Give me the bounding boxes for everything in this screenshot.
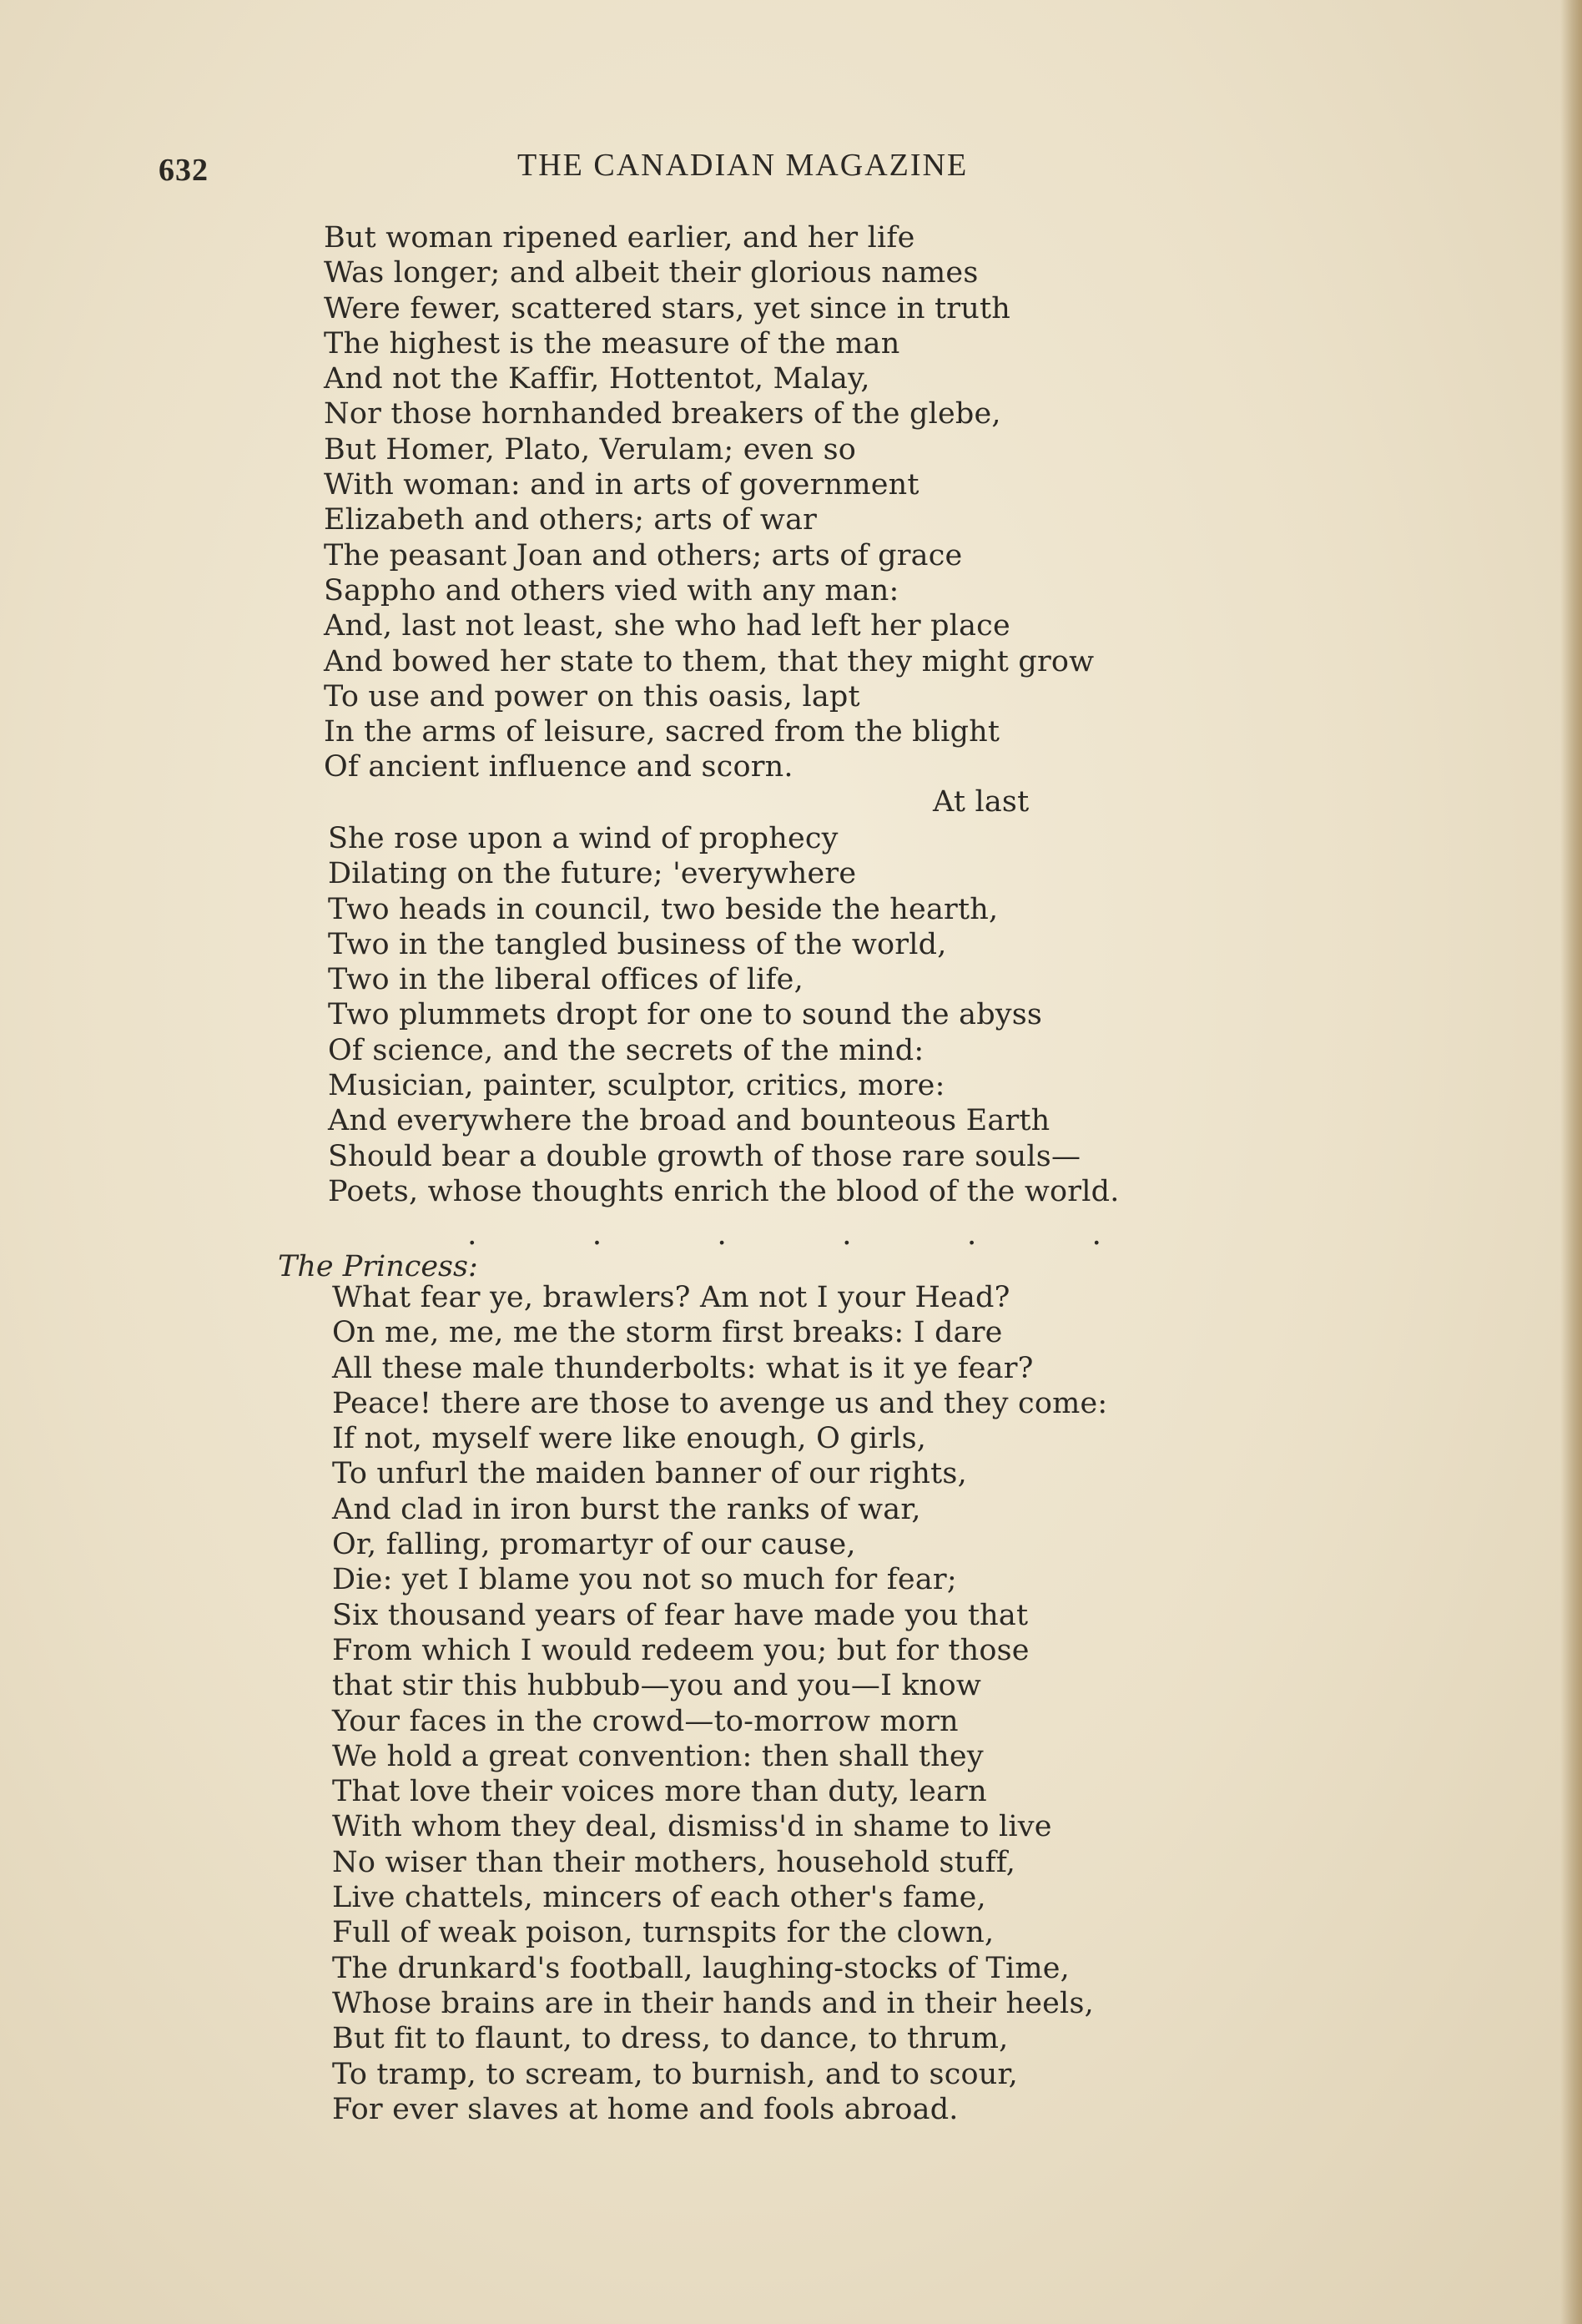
running-title: THE CANADIAN MAGAZINE xyxy=(517,148,969,183)
poem-line: On me, me, me the storm first breaks: I dare xyxy=(332,1316,1003,1350)
poem-line: And bowed her state to them, that they might grow xyxy=(324,644,1095,678)
poem-line: And not the Kaffir, Hottentot, Malay, xyxy=(324,362,870,396)
poem-line: And clad in iron burst the ranks of war, xyxy=(332,1492,921,1526)
poem-half-line xyxy=(933,784,1029,819)
poem-line: The peasant Joan and others; arts of grace xyxy=(324,538,963,572)
poem-line: Musician, painter, sculptor, critics, more: xyxy=(328,1069,945,1103)
separator-dot: . xyxy=(1091,1217,1101,1252)
poem-line: And, last not least, she who had left her place xyxy=(324,609,1010,643)
poem-line: Elizabeth and others; arts of war xyxy=(324,503,818,537)
poem-passage-two xyxy=(332,1280,1107,2127)
poem-passage-one-continued xyxy=(328,821,1120,1209)
poem-line: For ever slaves at home and fools abroad. xyxy=(332,2092,959,2126)
poem-line: To unfurl the maiden banner of our rights, xyxy=(332,1457,967,1491)
poem-line: Dilating on the future; 'everywhere xyxy=(328,857,857,891)
page-edge-shadow xyxy=(1560,0,1582,2324)
poem-line: Live chattels, mincers of each other's fame, xyxy=(332,1881,986,1915)
poem-line: With whom they deal, dismiss'd in shame to live xyxy=(332,1810,1052,1844)
poem-passage-one xyxy=(324,220,1094,785)
poem-line: In the arms of leisure, sacred from the blight xyxy=(324,715,1000,749)
section-separator xyxy=(467,1217,1101,1252)
separator-dot: . xyxy=(467,1217,477,1252)
separator-dot: . xyxy=(717,1217,727,1252)
poem-line: To tramp, to scream, to burnish, and to scour, xyxy=(332,2057,1018,2091)
poem-line: At last xyxy=(933,785,1030,819)
poem-line: But fit to flaunt, to dress, to dance, to thrum, xyxy=(332,2022,1009,2056)
poem-line: Poets, whose thoughts enrich the blood of the world. xyxy=(328,1174,1120,1208)
poem-line: No wiser than their mothers, household stuff, xyxy=(332,1845,1016,1879)
poem-line: If not, myself were like enough, O girls, xyxy=(332,1422,927,1456)
poem-line: That love their voices more than duty, learn xyxy=(332,1775,987,1809)
poem-line: Two heads in council, two beside the hearth, xyxy=(328,892,999,926)
poem-line: Was longer; and albeit their glorious names xyxy=(324,256,979,290)
poem-line: Whose brains are in their hands and in their heels, xyxy=(332,1986,1094,2020)
poem-line: Or, falling, promartyr of our cause, xyxy=(332,1528,856,1562)
poem-line: The highest is the measure of the man xyxy=(324,326,900,360)
separator-dot: . xyxy=(842,1217,852,1252)
separator-dot: . xyxy=(592,1217,602,1252)
poem-line: What fear ye, brawlers? Am not I your Head? xyxy=(332,1281,1010,1314)
poem-line: Two in the tangled business of the world, xyxy=(328,927,947,961)
poem-line: Sappho and others vied with any man: xyxy=(324,573,899,607)
poem-line: Should bear a double growth of those rare souls— xyxy=(328,1139,1081,1173)
poem-line: With woman: and in arts of government xyxy=(324,468,919,502)
poem-line: Nor those hornhanded breakers of the glebe, xyxy=(324,397,1001,431)
poem-line: She rose upon a wind of prophecy xyxy=(328,822,839,855)
poem-line: Two plummets dropt for one to sound the abyss xyxy=(328,998,1043,1032)
poem-line: But Homer, Plato, Verulam; even so xyxy=(324,432,856,466)
poem-line: The drunkard's football, laughing-stocks of Time, xyxy=(332,1951,1070,1985)
poem-line: Two in the liberal offices of life, xyxy=(328,963,804,997)
poem-line: To use and power on this oasis, lapt xyxy=(324,679,860,713)
poem-line: Were fewer, scattered stars, yet since in truth xyxy=(324,291,1010,325)
poem-line: Of ancient influence and scorn. xyxy=(324,750,794,784)
speaker-heading: The Princess: xyxy=(278,1250,478,1283)
poem-line: Die: yet I blame you not so much for fear; xyxy=(332,1563,957,1597)
poem-line: From which I would redeem you; but for those xyxy=(332,1633,1030,1667)
page-number: 632 xyxy=(159,153,209,188)
poem-line: Full of weak poison, turnspits for the clown, xyxy=(332,1916,995,1950)
poem-line: that stir this hubbub—you and you—I know xyxy=(332,1669,982,1703)
poem-line: Your faces in the crowd—to-morrow morn xyxy=(332,1704,959,1738)
poem-line: Of science, and the secrets of the mind: xyxy=(328,1033,925,1067)
poem-line: Peace! there are those to avenge us and they come: xyxy=(332,1386,1108,1420)
poem-line: All these male thunderbolts: what is it ye fear? xyxy=(332,1351,1034,1385)
poem-line: Six thousand years of fear have made you that xyxy=(332,1598,1029,1632)
poem-line: We hold a great convention: then shall they xyxy=(332,1739,984,1773)
separator-dot: . xyxy=(966,1217,977,1252)
poem-line: And everywhere the broad and bounteous Earth xyxy=(328,1104,1050,1138)
poem-line: But woman ripened earlier, and her life xyxy=(324,221,915,255)
